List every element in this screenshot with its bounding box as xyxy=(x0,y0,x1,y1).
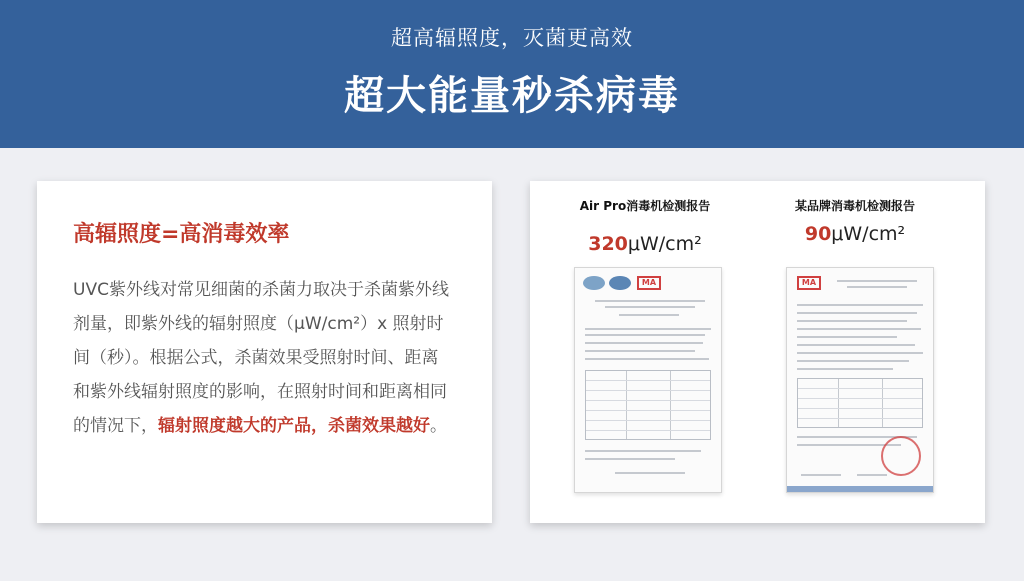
left-info-panel xyxy=(37,181,492,523)
irradiance-number: 320 xyxy=(588,233,628,255)
header-headline: 超大能量秒杀病毒 xyxy=(344,73,680,119)
header-banner xyxy=(0,0,1024,148)
certification-logo-icon xyxy=(583,276,605,290)
report-other-brand xyxy=(780,199,930,245)
paragraph-end: 。 xyxy=(430,416,447,436)
irradiance-number: 90 xyxy=(804,223,832,245)
section-title: 高辐照度=高消毒效率 xyxy=(73,222,290,247)
report-irradiance xyxy=(570,233,720,255)
right-reports-panel xyxy=(530,181,985,523)
report-table-icon xyxy=(585,370,711,440)
report-irradiance xyxy=(780,223,930,245)
cma-stamp-icon: MA xyxy=(637,276,661,290)
report-document-image-other xyxy=(786,267,934,493)
document-footer-bar xyxy=(787,486,933,492)
red-seal-icon xyxy=(881,436,921,476)
report-document-image-airpro xyxy=(574,267,722,493)
body-paragraph xyxy=(73,273,449,443)
report-title: Air Pro消毒机检测报告 xyxy=(579,199,711,213)
paragraph-text: UVC紫外线对常见细菌的杀菌力取决于杀菌紫外线剂量，即紫外线的辐射照度（μW/cm²）x 照射时间（秒）。根据公式，杀菌效果受照射时间、距离和紫外线辐射照度的影响，在照射时间和距离相同的情况下， xyxy=(73,280,449,436)
irradiance-unit: μW/cm² xyxy=(831,223,906,245)
report-airpro xyxy=(570,199,720,255)
report-table-icon xyxy=(797,378,923,428)
paragraph-highlight: 辐射照度越大的产品，杀菌效果越好 xyxy=(158,416,430,436)
header-subtitle: 超高辐照度，灭菌更高效 xyxy=(391,26,633,50)
cnas-logo-icon xyxy=(609,276,631,290)
irradiance-unit: μW/cm² xyxy=(627,233,702,255)
cma-stamp-icon: MA xyxy=(797,276,821,290)
report-title: 某品牌消毒机检测报告 xyxy=(794,199,915,213)
